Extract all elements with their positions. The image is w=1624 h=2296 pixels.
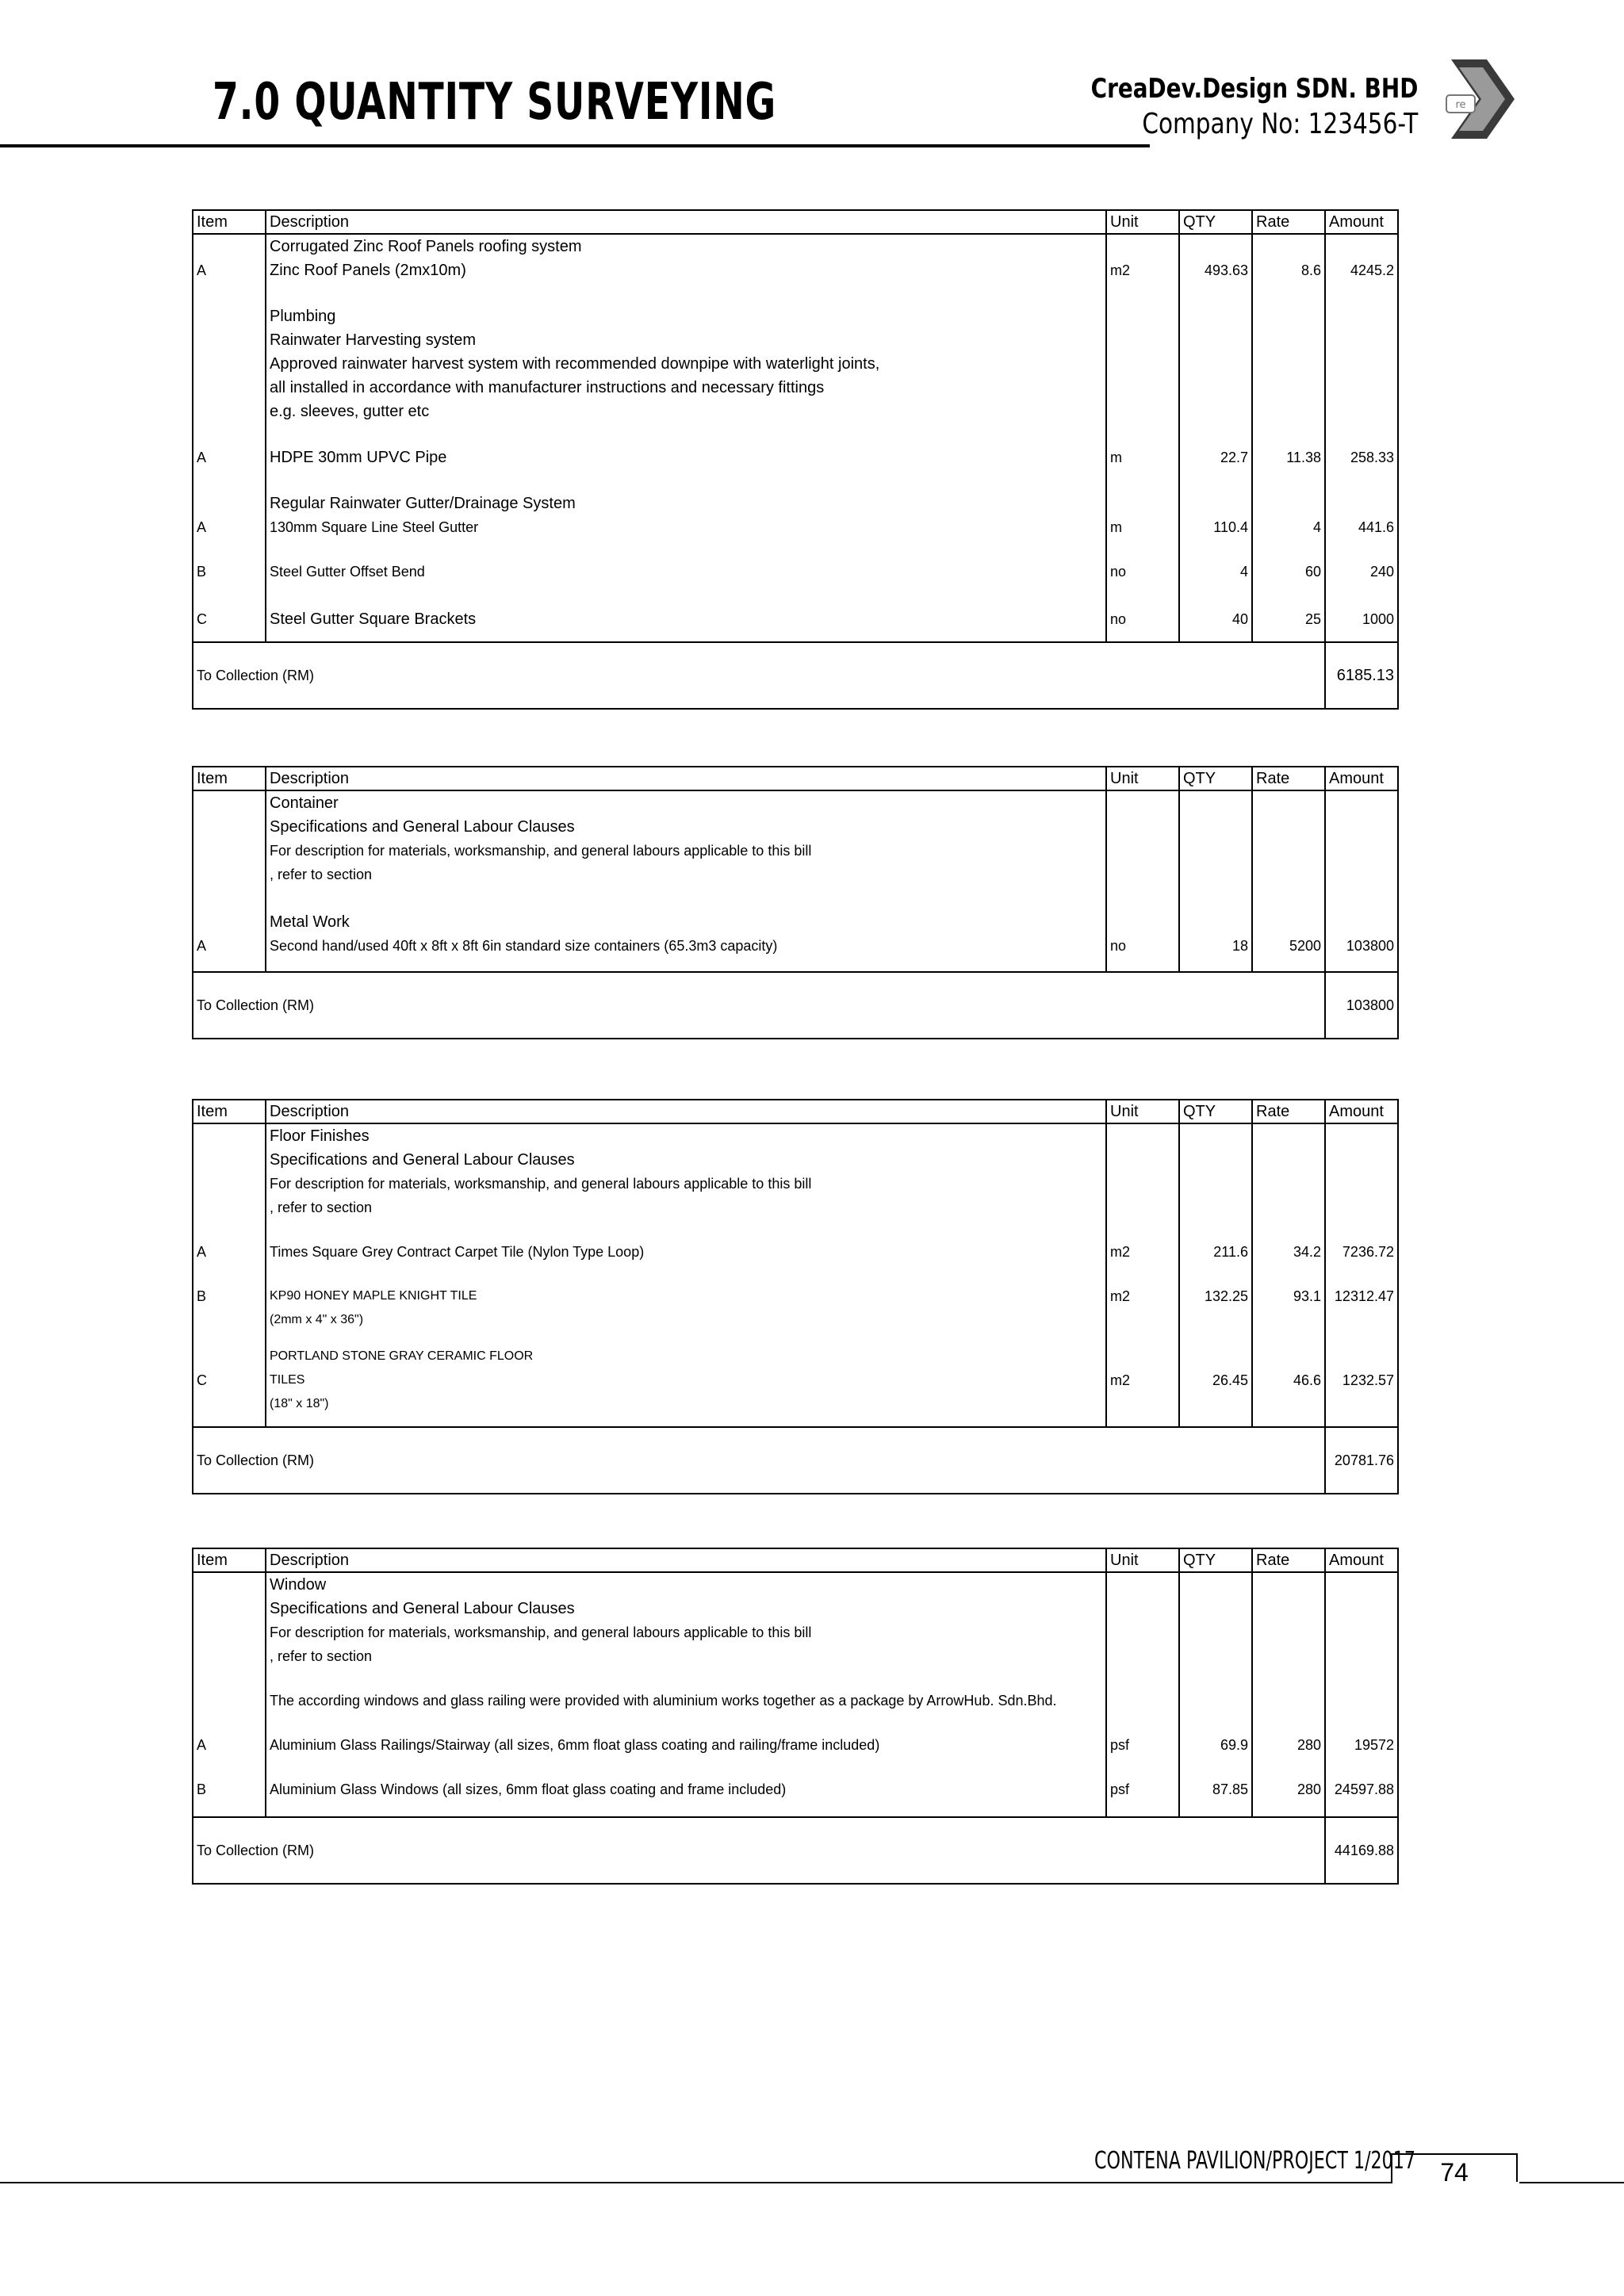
item-code: C: [193, 607, 266, 631]
table-row: [193, 560, 1398, 584]
item-rate: 280: [1252, 1777, 1325, 1801]
col-unit-header: Unit: [1106, 210, 1179, 234]
item-unit: no: [1106, 934, 1179, 958]
col-description-header: Description: [266, 1100, 1106, 1123]
item-qty: 87.85: [1179, 1777, 1252, 1801]
item-unit: no: [1106, 607, 1179, 631]
total-amount: 44169.88: [1325, 1817, 1398, 1884]
col-rate-header: Rate: [1252, 1548, 1325, 1572]
col-qty-header: QTY: [1179, 767, 1252, 790]
col-item-header: Item: [193, 767, 266, 790]
footer-divider-right: [1519, 2182, 1624, 2183]
total-label: To Collection (RM): [193, 642, 1325, 709]
item-rate: 11.38: [1252, 446, 1325, 469]
subsection-heading: Metal Work: [266, 910, 1106, 934]
collection-total-row: [193, 972, 1398, 1039]
item-amount: 24597.88: [1325, 1777, 1398, 1801]
col-rate-header: Rate: [1252, 1100, 1325, 1123]
item-qty: 40: [1179, 607, 1252, 631]
item-code: A: [193, 1240, 266, 1264]
item-code: C: [193, 1368, 266, 1392]
item-description: PORTLAND STONE GRAY CERAMIC FLOOR: [266, 1345, 1106, 1368]
col-unit-header: Unit: [1106, 767, 1179, 790]
item-amount: 1000: [1325, 607, 1398, 631]
page-number: 74: [1440, 2158, 1469, 2187]
subsection-heading: Regular Rainwater Gutter/Drainage System: [266, 492, 1106, 515]
bill-floor-finishes: [192, 1099, 1399, 1494]
item-rate: 8.6: [1252, 258, 1325, 282]
item-size: (18" x 18"): [266, 1392, 1106, 1416]
bill-container: [192, 766, 1399, 1039]
item-description: Second hand/used 40ft x 8ft x 8ft 6in standard size containers (65.3m3 capacity): [266, 934, 1106, 958]
company-logo-icon: [1443, 55, 1516, 143]
col-description-header: Description: [266, 1548, 1106, 1572]
item-rate: 34.2: [1252, 1240, 1325, 1264]
table-row: [193, 1777, 1398, 1801]
table-row: [193, 607, 1398, 631]
item-unit: psf: [1106, 1777, 1179, 1801]
item-qty: 26.45: [1179, 1368, 1252, 1392]
spec-text: , refer to section: [266, 1644, 1106, 1668]
subsection-heading: Rainwater Harvesting system: [266, 328, 1106, 352]
col-description-header: Description: [266, 767, 1106, 790]
spec-heading: Specifications and General Labour Clauses: [266, 1597, 1106, 1621]
total-label: To Collection (RM): [193, 972, 1325, 1039]
item-code: A: [193, 515, 266, 539]
table-row: [193, 1733, 1398, 1757]
item-unit: m2: [1106, 1240, 1179, 1264]
company-name: CreaDev.Design SDN. BHD: [1090, 73, 1418, 105]
section-heading: Container: [266, 790, 1106, 815]
item-qty: 211.6: [1179, 1240, 1252, 1264]
item-code: A: [193, 258, 266, 282]
item-size: (2mm x 4" x 36"): [266, 1308, 1106, 1332]
header-divider: [0, 144, 1150, 147]
spec-text: Approved rainwater harvest system with recommended downpipe with waterlight joints,: [266, 352, 1106, 376]
item-qty: 4: [1179, 560, 1252, 584]
spec-text: For description for materials, worksmanship, and general labours applicable to this bill: [266, 839, 1106, 863]
item-code: B: [193, 560, 266, 584]
item-rate: 280: [1252, 1733, 1325, 1757]
collection-total-row: [193, 642, 1398, 709]
item-amount: 1232.57: [1325, 1368, 1398, 1392]
page-title: 7.0 QUANTITY SURVEYING: [213, 73, 777, 132]
item-unit: psf: [1106, 1733, 1179, 1757]
item-rate: 46.6: [1252, 1368, 1325, 1392]
col-item-header: Item: [193, 1100, 266, 1123]
spec-text: e.g. sleeves, gutter etc: [266, 400, 1106, 423]
item-rate: 4: [1252, 515, 1325, 539]
col-amount-header: Amount: [1325, 1100, 1398, 1123]
item-amount: 7236.72: [1325, 1240, 1398, 1264]
item-code: B: [193, 1777, 266, 1801]
item-description-cont: TILES: [266, 1368, 1106, 1392]
item-rate: 93.1: [1252, 1284, 1325, 1308]
col-item-header: Item: [193, 210, 266, 234]
item-qty: 493.63: [1179, 258, 1252, 282]
section-heading: Floor Finishes: [266, 1123, 1106, 1148]
svg-text:re: re: [1455, 99, 1466, 111]
item-rate: 25: [1252, 607, 1325, 631]
company-number: Company No: 123456-T: [1142, 108, 1418, 140]
col-qty-header: QTY: [1179, 1100, 1252, 1123]
item-description: Steel Gutter Offset Bend: [266, 560, 1106, 584]
col-rate-header: Rate: [1252, 210, 1325, 234]
col-amount-header: Amount: [1325, 1548, 1398, 1572]
item-description: Times Square Grey Contract Carpet Tile (Nylon Type Loop): [266, 1240, 1106, 1264]
table-row: [193, 1240, 1398, 1264]
col-item-header: Item: [193, 1548, 266, 1572]
item-qty: 110.4: [1179, 515, 1252, 539]
item-code: A: [193, 446, 266, 469]
collection-total-row: [193, 1817, 1398, 1884]
item-rate: 60: [1252, 560, 1325, 584]
item-unit: m: [1106, 515, 1179, 539]
col-amount-header: Amount: [1325, 767, 1398, 790]
spec-text: For description for materials, worksmanship, and general labours applicable to this bill: [266, 1621, 1106, 1644]
item-code: B: [193, 1284, 266, 1308]
section-heading: Corrugated Zinc Roof Panels roofing system: [266, 234, 1106, 258]
collection-total-row: [193, 1427, 1398, 1494]
table-header-row: [193, 210, 1398, 234]
spec-text: , refer to section: [266, 1196, 1106, 1219]
item-amount: 240: [1325, 560, 1398, 584]
item-amount: 103800: [1325, 934, 1398, 958]
item-amount: 441.6: [1325, 515, 1398, 539]
table-header-row: [193, 767, 1398, 790]
item-unit: m2: [1106, 1284, 1179, 1308]
bill-window: [192, 1548, 1399, 1885]
spec-heading: Specifications and General Labour Clauses: [266, 1148, 1106, 1172]
item-description: Zinc Roof Panels (2mx10m): [266, 258, 1106, 282]
table-row: [193, 934, 1398, 958]
item-description: Aluminium Glass Railings/Stairway (all sizes, 6mm float glass coating and railing/frame included): [266, 1733, 1106, 1757]
col-qty-header: QTY: [1179, 210, 1252, 234]
bill-roof-plumbing: [192, 209, 1399, 710]
project-footer: CONTENA PAVILION/PROJECT 1/2017: [1094, 2147, 1416, 2175]
total-label: To Collection (RM): [193, 1817, 1325, 1884]
table-header-row: [193, 1100, 1398, 1123]
item-qty: 132.25: [1179, 1284, 1252, 1308]
item-unit: no: [1106, 560, 1179, 584]
spec-heading: Specifications and General Labour Clauses: [266, 815, 1106, 839]
item-amount: 19572: [1325, 1733, 1398, 1757]
total-amount: 6185.13: [1325, 642, 1398, 709]
table-row: [193, 258, 1398, 282]
item-unit: m2: [1106, 258, 1179, 282]
table-row: [193, 446, 1398, 469]
item-qty: 18: [1179, 934, 1252, 958]
spec-text: , refer to section: [266, 863, 1106, 886]
table-row: [193, 1284, 1398, 1308]
item-code: A: [193, 934, 266, 958]
col-rate-header: Rate: [1252, 767, 1325, 790]
item-description: Aluminium Glass Windows (all sizes, 6mm float glass coating and frame included): [266, 1777, 1106, 1801]
item-unit: m: [1106, 446, 1179, 469]
footer-divider: [0, 2182, 1392, 2183]
item-amount: 258.33: [1325, 446, 1398, 469]
item-rate: 5200: [1252, 934, 1325, 958]
col-description-header: Description: [266, 210, 1106, 234]
table-row: [193, 1368, 1398, 1392]
item-description: 130mm Square Line Steel Gutter: [266, 515, 1106, 539]
table-row: [193, 515, 1398, 539]
total-amount: 103800: [1325, 972, 1398, 1039]
item-description: KP90 HONEY MAPLE KNIGHT TILE: [266, 1284, 1106, 1308]
item-description: Steel Gutter Square Brackets: [266, 607, 1106, 631]
total-label: To Collection (RM): [193, 1427, 1325, 1494]
item-qty: 69.9: [1179, 1733, 1252, 1757]
total-amount: 20781.76: [1325, 1427, 1398, 1494]
item-qty: 22.7: [1179, 446, 1252, 469]
col-unit-header: Unit: [1106, 1100, 1179, 1123]
subsection-heading: Plumbing: [266, 304, 1106, 328]
col-amount-header: Amount: [1325, 210, 1398, 234]
spec-text: For description for materials, worksmanship, and general labours applicable to this bill: [266, 1172, 1106, 1196]
item-description: HDPE 30mm UPVC Pipe: [266, 446, 1106, 469]
item-code: A: [193, 1733, 266, 1757]
col-qty-header: QTY: [1179, 1548, 1252, 1572]
section-heading: Window: [266, 1572, 1106, 1597]
item-amount: 4245.2: [1325, 258, 1398, 282]
spec-text: all installed in accordance with manufacturer instructions and necessary fittings: [266, 376, 1106, 400]
col-unit-header: Unit: [1106, 1548, 1179, 1572]
table-header-row: [193, 1548, 1398, 1572]
section-heading-row: [193, 234, 1398, 258]
item-unit: m2: [1106, 1368, 1179, 1392]
package-note: The according windows and glass railing were provided with aluminium works together as a package by ArrowHub. Sdn.Bhd.: [266, 1689, 1106, 1712]
item-amount: 12312.47: [1325, 1284, 1398, 1308]
